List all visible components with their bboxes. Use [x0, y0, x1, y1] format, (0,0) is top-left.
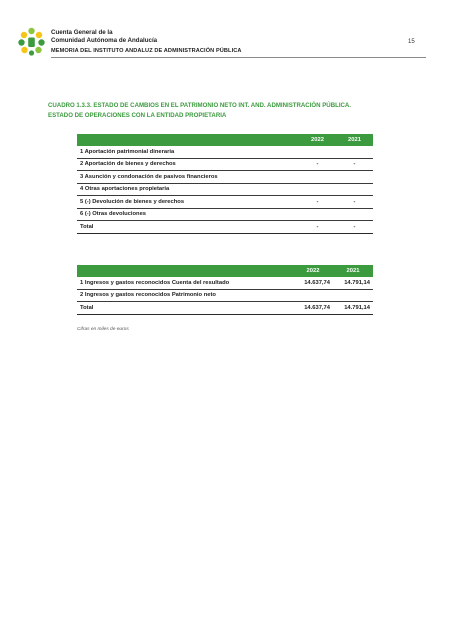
- cuadro-title-line-2: ESTADO DE OPERACIONES CON LA ENTIDAD PROPIETARIA: [48, 112, 227, 119]
- footnote: Cifras en miles de euros: [77, 327, 129, 332]
- value-2022: -: [299, 196, 336, 209]
- table-total-row: [77, 221, 373, 234]
- header-2021: 2021: [333, 265, 373, 277]
- table-row: [77, 277, 373, 289]
- header-2021: 2021: [336, 134, 373, 146]
- table-header-row: [77, 265, 373, 277]
- table-row: [77, 183, 373, 196]
- recognized-income-table: [77, 265, 373, 315]
- table-row: [77, 289, 373, 302]
- value-2021: -: [336, 158, 373, 171]
- row-label: 6 (-) Otras devoluciones: [77, 208, 299, 221]
- value-2022: -: [299, 221, 336, 234]
- value-2021: 14.791,14: [333, 277, 373, 289]
- header-divider: [51, 57, 426, 58]
- document-subtitle: MEMORIA DEL INSTITUTO ANDALUZ DE ADMINISTRACIÓN PÚBLICA: [51, 48, 242, 54]
- header-2022: 2022: [299, 134, 336, 146]
- value-2022: 14.637,74: [293, 277, 333, 289]
- table-row: [77, 158, 373, 171]
- value-2021: [333, 289, 373, 302]
- row-label: 5 (-) Devolución de bienes y derechos: [77, 196, 299, 209]
- row-label: 4 Otras aportaciones propietaria: [77, 183, 299, 196]
- header-label-cell: [77, 265, 293, 277]
- value-2022: [299, 208, 336, 221]
- value-2022: 14.637,74: [293, 302, 333, 315]
- row-label: 2 Aportación de bienes y derechos: [77, 158, 299, 171]
- table-row: [77, 171, 373, 184]
- table-header-row: [77, 134, 373, 146]
- cuadro-title: [48, 101, 351, 121]
- table-row: [77, 146, 373, 158]
- value-2021: -: [336, 196, 373, 209]
- row-label: 3 Asunción y condonación de pasivos financieros: [77, 171, 299, 184]
- row-label: Total: [77, 221, 299, 234]
- row-label: 1 Aportación patrimonial dineraria: [77, 146, 299, 158]
- row-label: 1 Ingresos y gastos reconocidos Cuenta del resultado: [77, 277, 293, 289]
- value-2022: [299, 146, 336, 158]
- cuadro-title-line-1: CUADRO 1.3.3. ESTADO DE CAMBIOS EN EL PATRIMONIO NETO INT. AND. ADMINISTRACIÓN PÚBLICA.: [48, 102, 352, 109]
- table-row: [77, 196, 373, 209]
- value-2021: 14.791,14: [333, 302, 373, 315]
- value-2021: [336, 183, 373, 196]
- value-2022: [299, 171, 336, 184]
- value-2021: [336, 208, 373, 221]
- page-number: 15: [408, 39, 415, 45]
- value-2021: [336, 146, 373, 158]
- value-2022: -: [299, 158, 336, 171]
- header-label-cell: [77, 134, 299, 146]
- header-2022: 2022: [293, 265, 333, 277]
- table-row: [77, 208, 373, 221]
- junta-andalucia-logo-icon: [18, 27, 45, 56]
- value-2022: [299, 183, 336, 196]
- value-2022: [293, 289, 333, 302]
- table-total-row: [77, 302, 373, 315]
- organization-name: [51, 29, 157, 45]
- org-line-1: Cuenta General de la: [51, 29, 113, 36]
- value-2021: [336, 171, 373, 184]
- operations-table: [77, 134, 373, 234]
- org-line-2: Comunidad Autónoma de Andalucía: [51, 37, 158, 44]
- value-2021: -: [336, 221, 373, 234]
- row-label: 2 Ingresos y gastos reconocidos Patrimonio neto: [77, 289, 293, 302]
- row-label: Total: [77, 302, 293, 315]
